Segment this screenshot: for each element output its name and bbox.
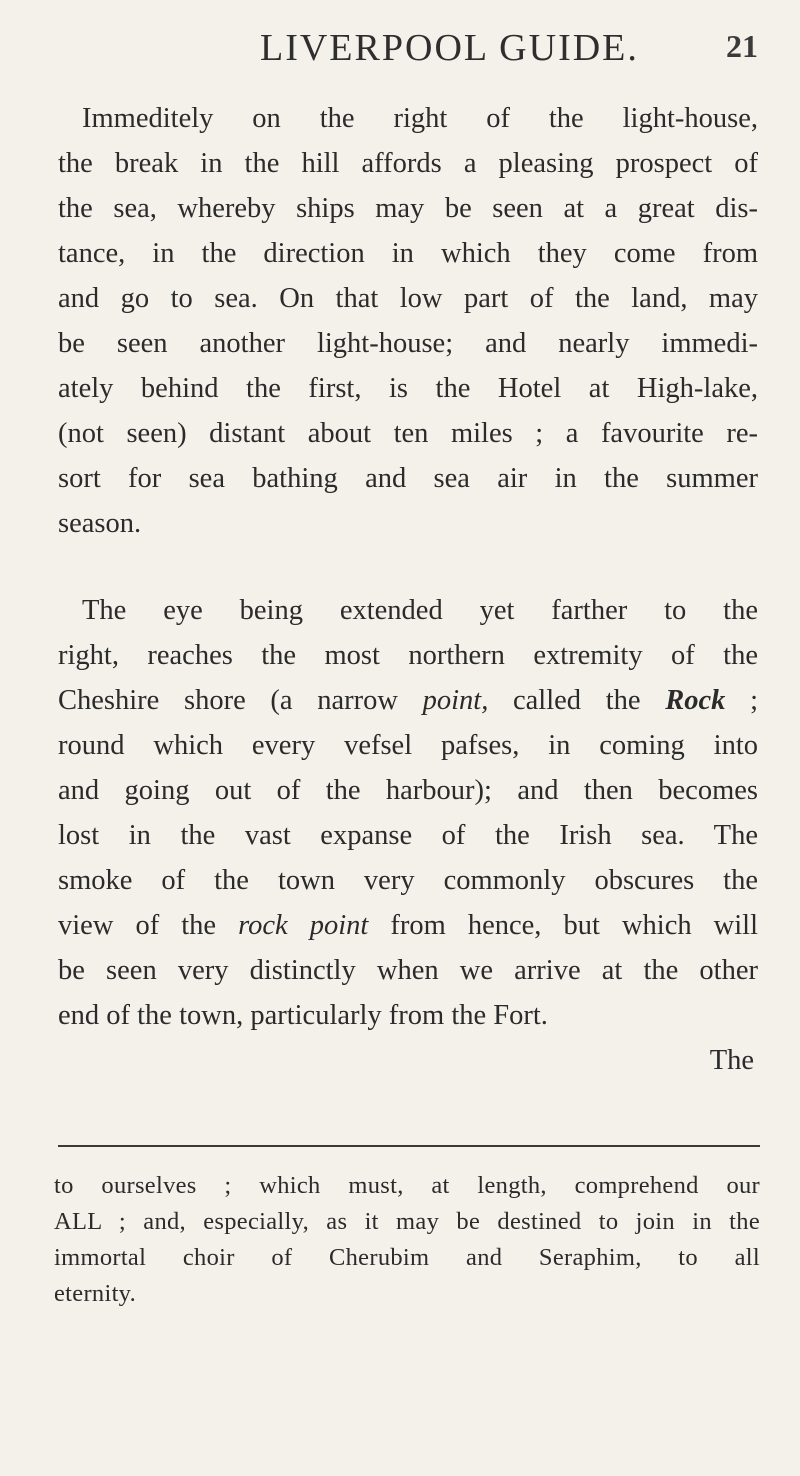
running-head bbox=[0, 20, 800, 80]
running-title: LIVERPOOL GUIDE. bbox=[260, 27, 639, 69]
text-fragment: called the bbox=[488, 685, 666, 716]
text-line: ately behind the first, is the Hotel at High-lake, bbox=[58, 373, 758, 404]
footnote-line: eternity. bbox=[54, 1280, 137, 1307]
text-line: (not seen) distant about ten miles ; a favourite re- bbox=[58, 418, 758, 449]
text-line: sort for sea bathing and sea air in the summer bbox=[58, 463, 758, 494]
text-line: the sea, whereby ships may be seen at a great dis- bbox=[58, 193, 758, 224]
text-line: The eye being extended yet farther to the bbox=[82, 595, 758, 626]
footnote bbox=[54, 1168, 760, 1312]
footnote-line: ALL ; and, especially, as it may be destined to join in the bbox=[54, 1208, 760, 1235]
text-line: be seen another light-house; and nearly immedi- bbox=[58, 328, 758, 359]
paragraph-gap bbox=[58, 546, 758, 588]
italic-phrase-rock-point: rock point bbox=[238, 910, 369, 941]
italic-word-point: point, bbox=[422, 685, 489, 716]
italic-word-rock: Rock bbox=[665, 685, 726, 716]
page-number: 21 bbox=[726, 28, 758, 64]
catchword: The bbox=[709, 1045, 754, 1076]
text-line: smoke of the town very commonly obscures the bbox=[58, 865, 758, 896]
text-line: the break in the hill affords a pleasing prospect of bbox=[58, 148, 758, 179]
footnote-line: immortal choir of Cherubim and Seraphim, to all bbox=[54, 1244, 760, 1271]
text-line: lost in the vast expanse of the Irish sea. The bbox=[58, 820, 758, 851]
text-line: end of the town, particularly from the Fort. bbox=[58, 1000, 548, 1031]
footnote-rule bbox=[58, 1145, 760, 1147]
text-line bbox=[58, 903, 758, 948]
main-text bbox=[58, 96, 758, 1083]
paragraph-1 bbox=[58, 96, 758, 546]
text-line: and going out of the harbour); and then becomes bbox=[58, 775, 758, 806]
footnote-line: to ourselves ; which must, at length, comprehend our bbox=[54, 1172, 760, 1199]
text-line: right, reaches the most northern extremity of the bbox=[58, 640, 758, 671]
text-fragment: ; bbox=[725, 685, 758, 716]
text-fragment: Cheshire shore (a narrow bbox=[58, 685, 423, 716]
text-line: season. bbox=[58, 508, 142, 539]
text-line: and go to sea. On that low part of the land, may bbox=[58, 283, 758, 314]
text-fragment: from hence, but which will bbox=[368, 910, 758, 941]
text-line: Immeditely on the right of the light-house, bbox=[82, 103, 758, 134]
text-fragment: view of the bbox=[58, 910, 239, 941]
text-line bbox=[58, 678, 758, 723]
text-line: tance, in the direction in which they come from bbox=[58, 238, 758, 269]
paragraph-2 bbox=[58, 588, 758, 1083]
text-line: round which every vefsel pafses, in coming into bbox=[58, 730, 758, 761]
text-line: be seen very distinctly when we arrive at the other bbox=[58, 955, 758, 986]
